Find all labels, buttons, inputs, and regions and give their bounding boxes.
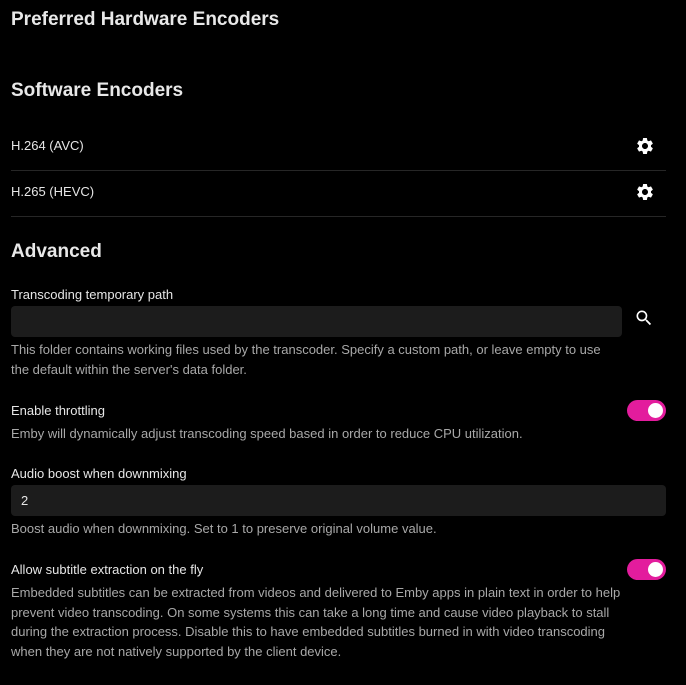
toggle-knob xyxy=(648,562,663,577)
throttling-help: Emby will dynamically adjust transcoding speed based in order to reduce CPU utilization. xyxy=(11,426,523,441)
subtitle-extraction-toggle[interactable] xyxy=(627,559,666,580)
encoder-row-h264 xyxy=(11,124,666,171)
audio-boost-label: Audio boost when downmixing xyxy=(11,466,187,481)
transcode-path-help-line: This folder contains working files used by the transcoder. Specify a custom path, or leave empty to use xyxy=(11,342,601,357)
transcode-path-input[interactable] xyxy=(11,306,622,337)
subtitle-extraction-label: Allow subtitle extraction on the fly xyxy=(11,562,204,577)
subtitle-extraction-help-line: Embedded subtitles can be extracted from videos and delivered to Emby apps in plain text in order to help xyxy=(11,585,621,600)
subtitle-extraction-help xyxy=(11,583,666,661)
transcode-path-help-line: the default within the server's data folder. xyxy=(11,361,247,377)
software-encoders-heading: Software Encoders xyxy=(11,80,184,101)
subtitle-extraction-help-line: prevent video transcoding. On some systems this can take a long time and cause video playback to stall xyxy=(11,604,610,620)
encoder-label-h264: H.264 (AVC) xyxy=(11,138,84,153)
subtitle-extraction-help-line: when they are not natively supported by the client device. xyxy=(11,643,342,659)
throttling-label: Enable throttling xyxy=(11,403,105,418)
subtitle-extraction-help-line: during the extraction process. Disable this to have embedded subtitles burned in with video transcoding xyxy=(11,624,606,639)
encoder-label-h265: H.265 (HEVC) xyxy=(11,184,95,199)
gear-icon[interactable] xyxy=(635,136,655,156)
search-icon[interactable] xyxy=(630,304,658,332)
advanced-heading: Advanced xyxy=(11,241,102,262)
throttling-toggle[interactable] xyxy=(627,400,666,421)
audio-boost-help: Boost audio when downmixing. Set to 1 to preserve original volume value. xyxy=(11,521,437,536)
toggle-knob xyxy=(648,403,663,418)
transcode-path-help xyxy=(11,340,666,379)
transcode-path-label: Transcoding temporary path xyxy=(11,287,174,302)
preferred-hardware-encoders-heading: Preferred Hardware Encoders xyxy=(11,9,280,30)
gear-icon[interactable] xyxy=(635,182,655,202)
encoder-row-h265 xyxy=(11,170,666,217)
audio-boost-input[interactable] xyxy=(11,485,666,516)
